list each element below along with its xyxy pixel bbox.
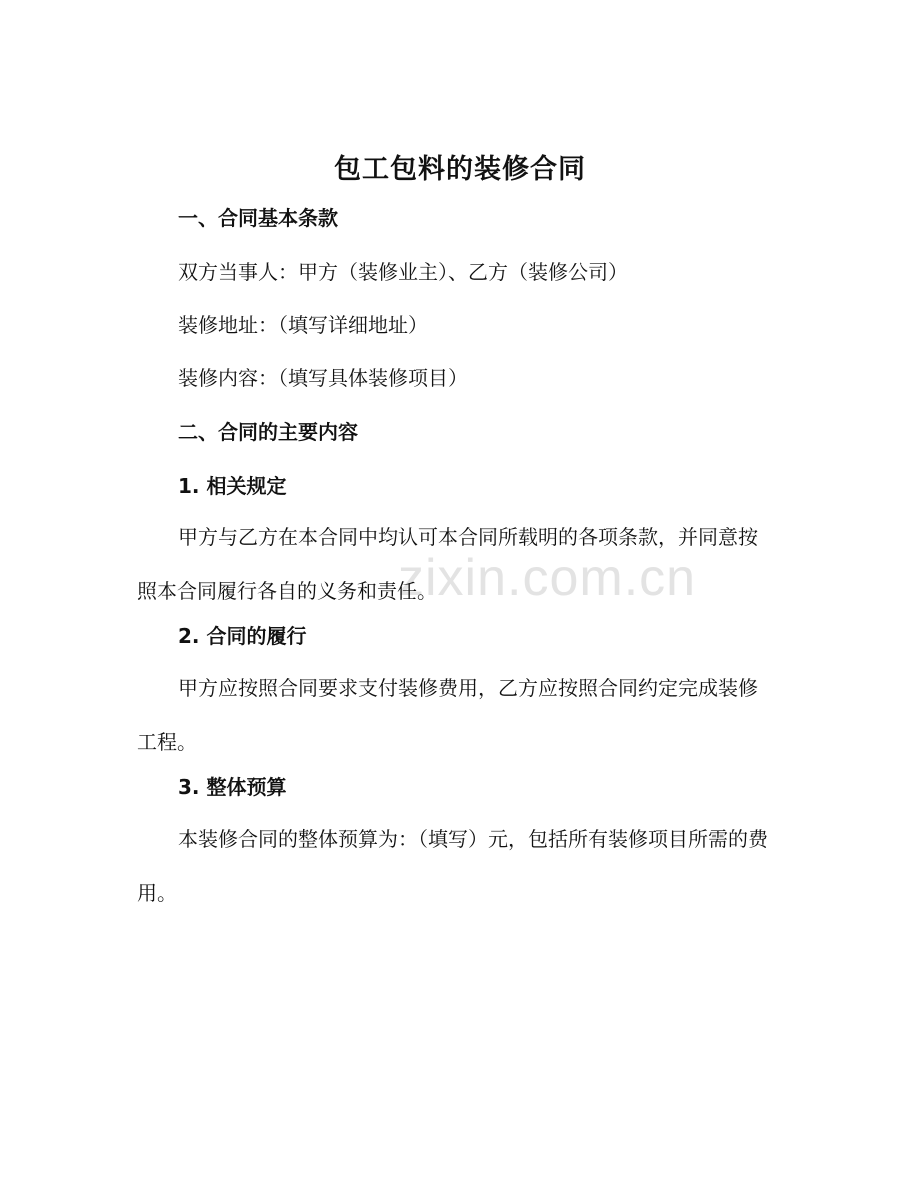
item2-paragraph: 甲方应按照合同要求支付装修费用，乙方应按照合同约定完成装修工程。	[137, 676, 758, 754]
section1-heading: 一、合同基本条款	[178, 206, 338, 230]
item2-heading: 2. 合同的履行	[178, 624, 307, 648]
parties-line: 双方当事人：甲方（装修业主）、乙方（装修公司）	[178, 260, 628, 284]
section2-heading: 二、合同的主要内容	[178, 420, 358, 444]
item1-heading: 1. 相关规定	[178, 474, 287, 498]
item3-heading: 3. 整体预算	[178, 775, 287, 799]
item3-paragraph: 本装修合同的整体预算为：（填写）元，包括所有装修项目所需的费用。	[137, 827, 768, 905]
watermark: zixin.com.cn	[398, 549, 697, 607]
document-title: 包工包料的装修合同	[334, 154, 586, 185]
address-line: 装修地址：（填写详细地址）	[178, 313, 428, 337]
item1-paragraph: 甲方与乙方在本合同中均认可本合同所载明的各项条款，并同意按照本合同履行各自的义务和责任。	[137, 525, 758, 603]
content-line: 装修内容：（填写具体装修项目）	[178, 366, 468, 390]
